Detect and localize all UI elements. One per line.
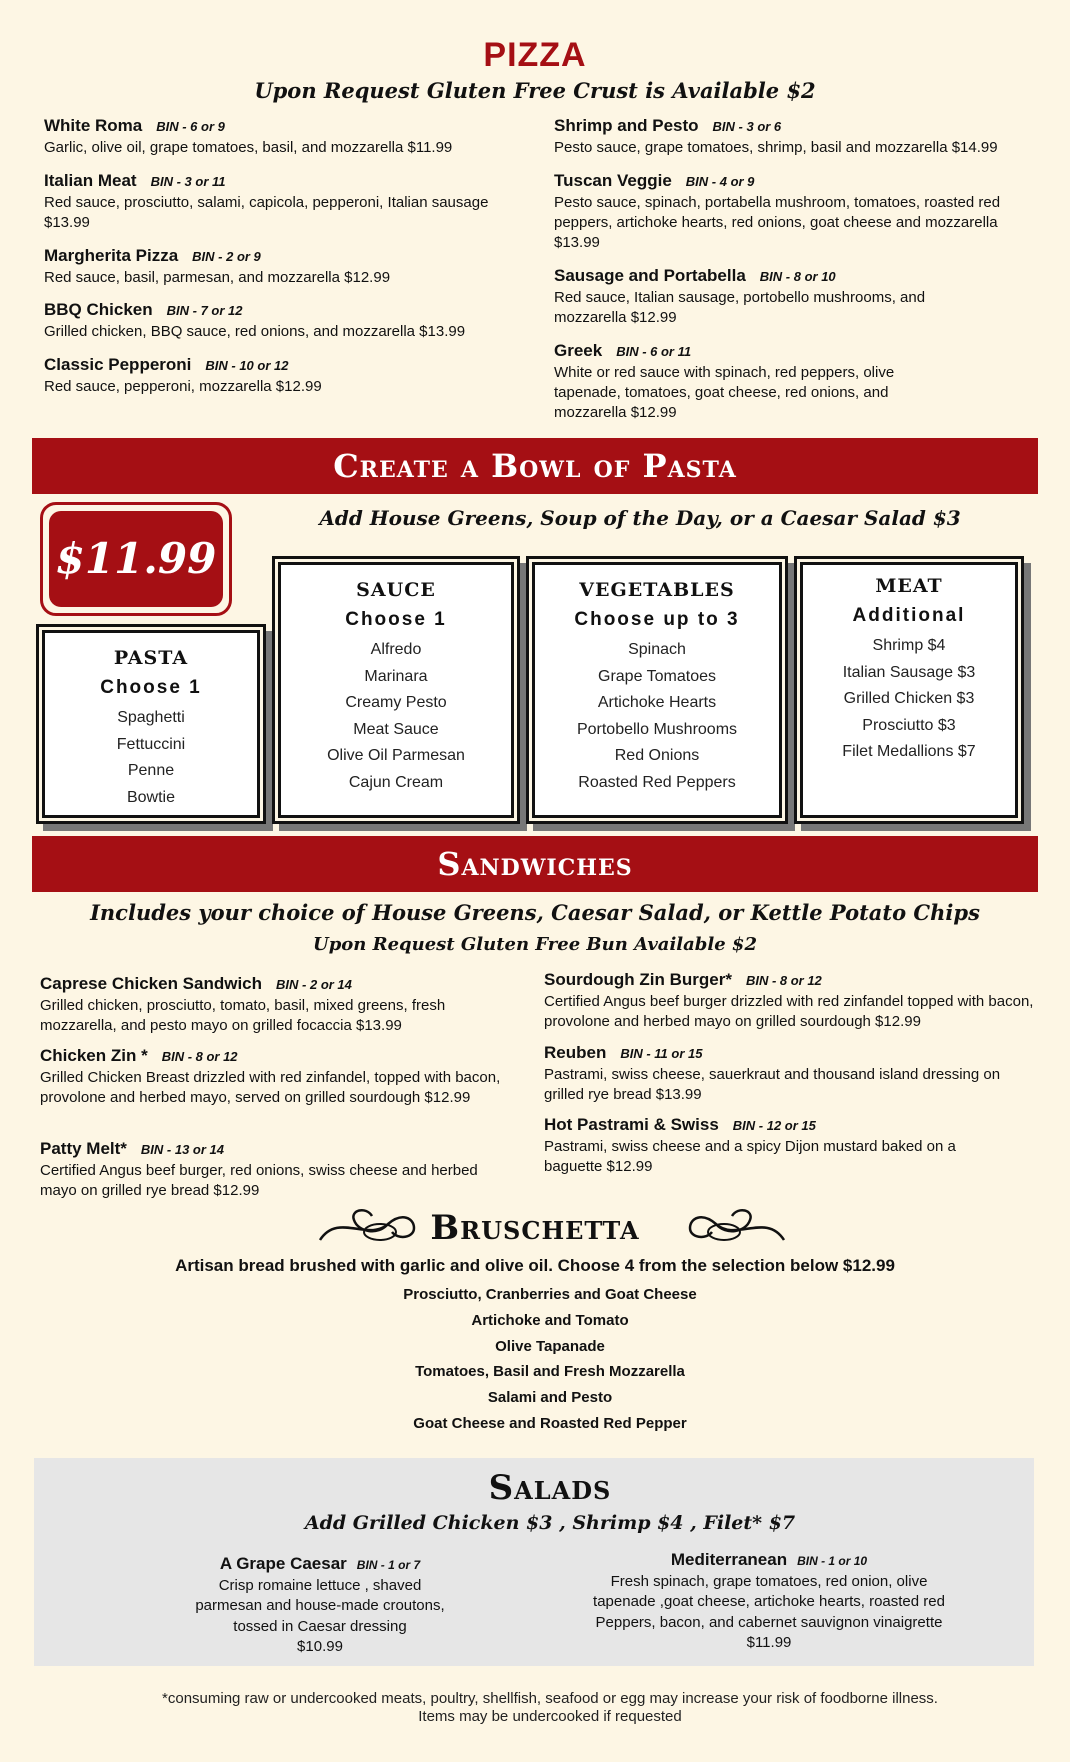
item-bin: BIN - 2 or 14 <box>276 977 352 992</box>
box-heading: PASTA <box>113 647 189 669</box>
box-item: Artichoke Hearts <box>597 694 717 711</box>
box-item: Spinach <box>628 641 686 658</box>
sandwich-item-hot-pastrami <box>544 1115 964 1177</box>
item-desc: Pesto sauce, grape tomatoes, shrimp, basil and mozzarella $14.99 <box>554 139 998 156</box>
box-item: Roasted Red Peppers <box>578 773 736 791</box>
item-name: Mediterranean <box>670 1550 788 1569</box>
sandwich-item-reuben <box>544 1043 1034 1105</box>
pizza-item-greek <box>554 341 934 423</box>
bruschetta-list <box>0 1282 1070 1437</box>
pizza-item-white-roma <box>44 116 524 158</box>
item-name: Chicken Zin * <box>40 1046 148 1065</box>
sauce-choice-box <box>278 562 514 818</box>
item-bin: BIN - 8 or 12 <box>745 973 822 988</box>
box-item: Italian Sausage $3 <box>842 663 976 681</box>
sandwiches-subtitle: Includes your choice of House Greens, Caesar Salad, or Kettle Potato Chips <box>90 900 980 925</box>
box-item: Red Onions <box>614 747 700 764</box>
item-bin: BIN - 11 or 15 <box>620 1046 703 1061</box>
item-desc: Red sauce, basil, parmesan, and mozzarella $12.99 <box>44 269 391 286</box>
item-name: Patty Melt* <box>40 1139 127 1158</box>
pizza-item-italian-meat <box>44 171 524 233</box>
pizza-item-shrimp-pesto <box>554 116 1034 158</box>
box-sub: Additional <box>852 605 966 626</box>
sandwich-item-caprese <box>40 974 510 1036</box>
item-bin: BIN - 8 or 12 <box>161 1049 238 1064</box>
box-item: Portobello Mushrooms <box>576 720 738 738</box>
box-heading: MEAT <box>875 575 943 597</box>
footer-line: Items may be undercooked if requested <box>418 1708 682 1725</box>
box-heading: SAUCE <box>356 579 436 601</box>
list-item: Goat Cheese and Roasted Red Pepper <box>413 1414 687 1432</box>
item-desc: Certified Angus beef burger drizzled with red zinfandel topped with bacon, provolone and herbed mayo on grilled sourdough $12.99 <box>544 993 1034 1030</box>
item-bin: BIN - 2 or 9 <box>192 249 261 264</box>
box-item: Bowtie <box>126 788 176 806</box>
salads-title: Salads <box>488 1468 612 1508</box>
list-item: Salami and Pesto <box>487 1389 613 1407</box>
item-bin: BIN - 8 or 10 <box>759 269 836 284</box>
box-item: Penne <box>127 762 175 779</box>
item-name: BBQ Chicken <box>44 300 153 319</box>
box-item: Meat Sauce <box>353 720 439 738</box>
footer-disclaimer <box>0 1690 1070 1726</box>
pizza-item-bbq-chicken <box>44 300 524 342</box>
box-item: Grilled Chicken $3 <box>843 690 975 707</box>
price-badge <box>40 502 232 616</box>
item-desc: Grilled chicken, BBQ sauce, red onions, and mozzarella $13.99 <box>44 323 466 340</box>
box-item: Marinara <box>364 667 428 685</box>
item-desc: Fresh spinach, grape tomatoes, red onion, olive tapenade ,goat cheese, artichoke hearts, roasted red Peppers, bacon, and cabernet sauvignon vinaigrette <box>593 1572 945 1631</box>
item-price: $11.99 <box>746 1634 792 1651</box>
salads-subtitle: Add Grilled Chicken $3 , Shrimp $4 , Filet* $7 <box>304 1512 796 1534</box>
box-item: Prosciutto $3 <box>862 716 956 734</box>
item-bin: BIN - 6 or 9 <box>156 119 225 134</box>
box-sub: Choose 1 <box>100 677 202 698</box>
sandwich-item-patty-melt <box>40 1139 510 1201</box>
box-item: Alfredo <box>370 641 422 658</box>
list-item: Prosciutto, Cranberries and Goat Cheese <box>403 1286 697 1303</box>
item-bin: BIN - 6 or 11 <box>616 344 692 359</box>
item-bin: BIN - 4 or 9 <box>685 174 755 189</box>
item-name: Tuscan Veggie <box>554 171 672 190</box>
item-name: Greek <box>554 341 603 360</box>
item-bin: BIN - 1 or 10 <box>797 1554 868 1568</box>
pizza-item-tuscan-veggie <box>554 171 1034 253</box>
item-name: Sausage and Portabella <box>554 266 746 285</box>
box-item: Shrimp $4 <box>872 637 946 654</box>
box-item: Spaghetti <box>117 709 185 726</box>
item-desc: White or red sauce with spinach, red peppers, olive tapenade, tomatoes, goat cheese, red onions, and mozzarella $12.99 <box>554 364 895 421</box>
pizza-title: PIZZA <box>483 36 587 74</box>
sandwich-item-sourdough-zin <box>544 970 1034 1032</box>
pasta-banner: Create a Bowl of Pasta <box>32 438 1038 494</box>
item-desc: Pesto sauce, spinach, portabella mushroom, tomatoes, roasted red peppers, artichoke hearts, red onions, goat cheese and mozzarella $13.99 <box>554 194 1001 251</box>
item-name: Italian Meat <box>44 171 137 190</box>
item-name: Reuben <box>544 1043 607 1062</box>
item-desc: Red sauce, Italian sausage, portobello mushrooms, and mozzarella $12.99 <box>554 289 926 326</box>
footer-line: *consuming raw or undercooked meats, poultry, shellfish, seafood or egg may increase your risk of foodborne illness. <box>162 1690 938 1707</box>
sandwiches-banner: Sandwiches <box>32 836 1038 892</box>
bruschetta-title: Bruschetta <box>430 1208 640 1248</box>
item-bin: BIN - 1 or 7 <box>356 1558 421 1572</box>
item-bin: BIN - 12 or 15 <box>732 1118 816 1133</box>
box-item: Creamy Pesto <box>345 694 447 711</box>
box-item: Fettuccini <box>116 735 186 753</box>
item-desc: Grilled Chicken Breast drizzled with red zinfandel, topped with bacon, provolone and herbed mayo, served on grilled sourdough $12.99 <box>40 1069 501 1106</box>
bruschetta-description: Artisan bread brushed with garlic and olive oil. Choose 4 from the selection below $12.99 <box>175 1256 895 1275</box>
item-name: Hot Pastrami & Swiss <box>544 1115 719 1134</box>
item-desc: Red sauce, pepperoni, mozzarella $12.99 <box>44 378 322 395</box>
list-item: Olive Tapanade <box>495 1337 605 1355</box>
salad-item-mediterranean <box>574 1550 964 1654</box>
pizza-item-margherita <box>44 246 524 288</box>
item-name: Margherita Pizza <box>44 246 179 265</box>
vegetables-choice-box <box>532 562 782 818</box>
item-desc: Red sauce, prosciutto, salami, capicola, pepperoni, Italian sausage $13.99 <box>44 194 489 231</box>
salad-item-grape-caesar <box>150 1554 490 1658</box>
box-item: Filet Medallions $7 <box>842 743 976 760</box>
item-price: $10.99 <box>297 1638 343 1655</box>
item-name: A Grape Caesar <box>219 1554 347 1573</box>
item-desc: Crisp romaine lettuce , shaved parmesan and house-made croutons, tossed in Caesar dressing <box>195 1576 445 1635</box>
item-bin: BIN - 10 or 12 <box>205 358 289 373</box>
item-desc: Garlic, olive oil, grape tomatoes, basil, and mozzarella $11.99 <box>44 139 453 156</box>
pizza-item-classic-pepperoni <box>44 355 524 397</box>
meat-choice-box <box>800 562 1018 818</box>
box-item: Grape Tomatoes <box>598 667 716 685</box>
pizza-subtitle: Upon Request Gluten Free Crust is Available $2 <box>254 78 816 103</box>
box-item: Olive Oil Parmesan <box>327 747 465 764</box>
item-bin: BIN - 3 or 6 <box>712 119 782 134</box>
sandwiches-gluten-note: Upon Request Gluten Free Bun Available $2 <box>313 934 757 955</box>
box-sub: Choose up to 3 <box>574 609 740 630</box>
price-value: $11.99 <box>49 511 223 607</box>
box-item: Cajun Cream <box>348 773 444 791</box>
list-item: Tomatoes, Basil and Fresh Mozzarella <box>415 1363 685 1381</box>
box-heading: VEGETABLES <box>579 579 735 601</box>
pasta-choice-box <box>42 630 260 818</box>
item-name: Shrimp and Pesto <box>554 116 699 135</box>
item-desc: Certified Angus beef burger, red onions, swiss cheese and herbed mayo on grilled rye bread $12.99 <box>40 1162 478 1199</box>
list-item: Artichoke and Tomato <box>471 1311 629 1329</box>
pasta-subtitle: Add House Greens, Soup of the Day, or a Caesar Salad $3 <box>319 506 961 530</box>
item-desc: Pastrami, swiss cheese and a spicy Dijon mustard baked on a baguette $12.99 <box>544 1138 956 1175</box>
item-bin: BIN - 3 or 11 <box>150 174 226 189</box>
item-bin: BIN - 13 or 14 <box>140 1142 225 1157</box>
item-name: Sourdough Zin Burger* <box>544 970 732 989</box>
item-desc: Pastrami, swiss cheese, sauerkraut and thousand island dressing on grilled rye bread $13.99 <box>544 1066 1001 1103</box>
box-sub: Choose 1 <box>345 609 447 630</box>
item-bin: BIN - 7 or 12 <box>166 303 243 318</box>
sandwich-item-chicken-zin <box>40 1046 510 1108</box>
pizza-item-sausage-portabella <box>554 266 934 328</box>
item-desc: Grilled chicken, prosciutto, tomato, basil, mixed greens, fresh mozzarella, and pesto mayo on grilled focaccia $13.99 <box>40 997 446 1034</box>
item-name: White Roma <box>44 116 143 135</box>
item-name: Classic Pepperoni <box>44 355 192 374</box>
item-name: Caprese Chicken Sandwich <box>40 974 263 993</box>
